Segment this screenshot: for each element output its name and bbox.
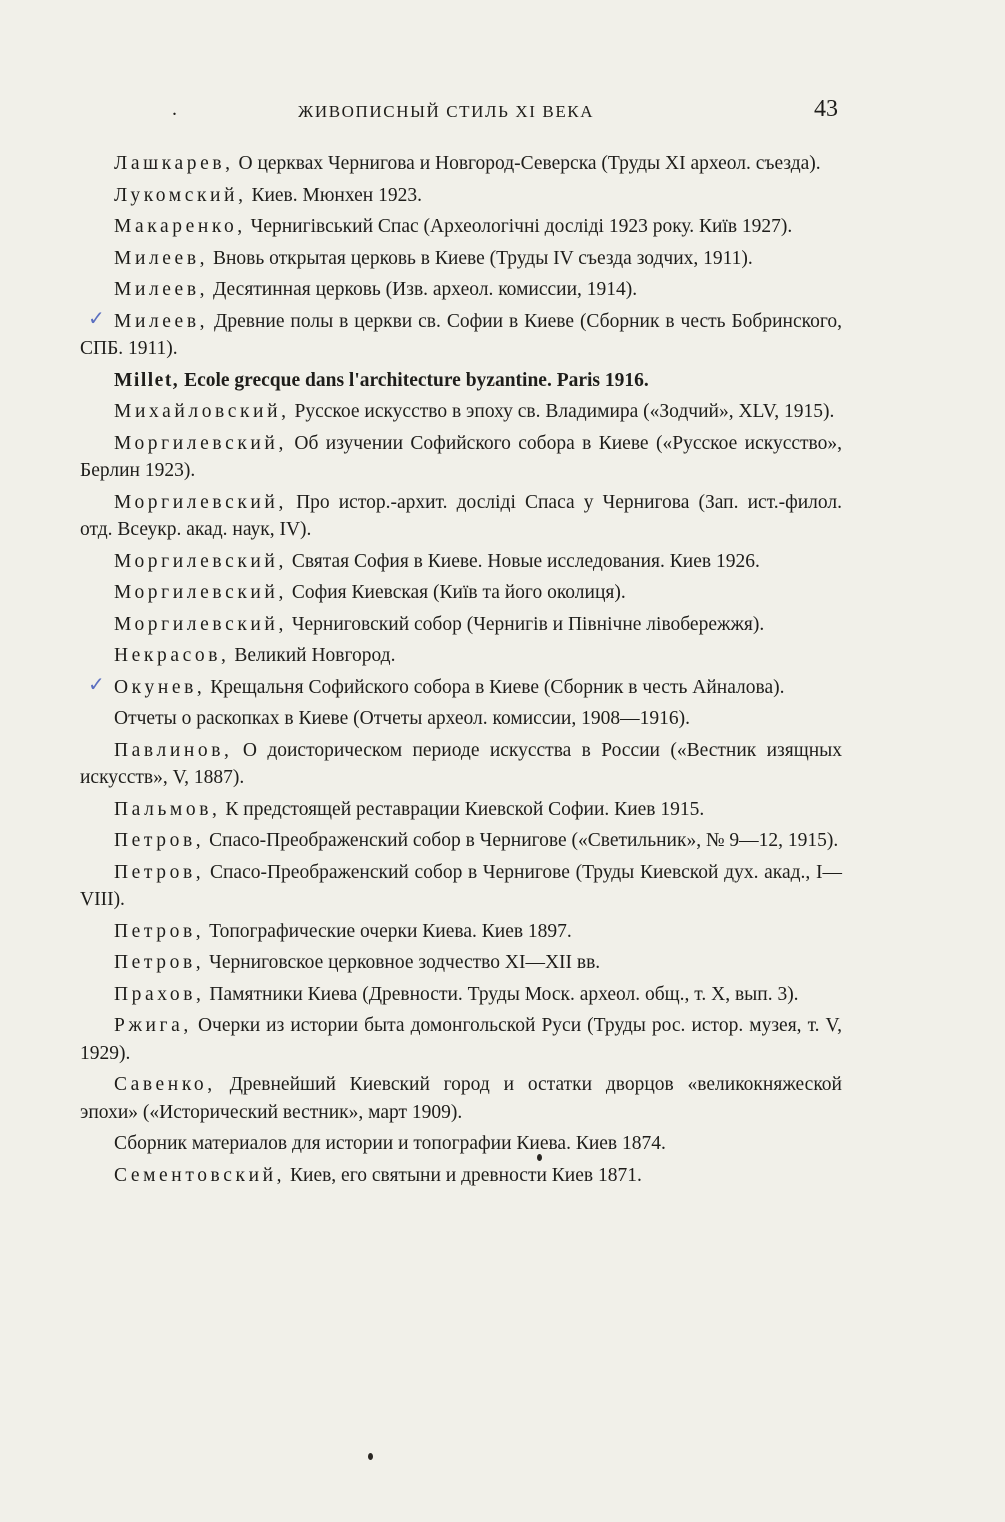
ink-speck <box>537 1154 542 1161</box>
entry-title: Киев, его святыни и древности Киев 1871. <box>290 1164 642 1186</box>
bibliography-entry <box>80 737 842 792</box>
entry-title: Древние полы в церкви св. Софии в Киеве (Сборник в честь Бобринского, СПБ. 1911). <box>80 310 842 359</box>
entry-author: Пальмов, <box>114 798 221 820</box>
entry-title: О доисторическом периоде искусства в России («Вестник изящных искусств», V, 1887). <box>80 739 843 788</box>
entry-author: Макаренко, <box>114 216 246 237</box>
entry-title: Черниговское церковное зодчество XI—XII вв. <box>209 952 601 973</box>
entry-title: Чернигівський Спас (Археологічні досліді 1923 року. Київ 1927). <box>250 216 793 237</box>
entry-author: Моргилевский, <box>114 432 287 454</box>
entry-author: Павлинов, <box>114 739 233 761</box>
bibliography-list <box>80 150 842 1193</box>
page-header <box>0 96 1005 126</box>
pencil-checkmark-icon: ✓ <box>88 307 105 330</box>
entry-author: Моргилевский, <box>114 550 287 572</box>
page-number: 43 <box>814 96 838 122</box>
bibliography-entry <box>80 981 842 1009</box>
entry-title: Спасо-Преображенский собор в Чернигове (Труды Киевской дух. акад., I—VIII). <box>80 861 842 910</box>
bibliography-entry <box>80 1012 842 1067</box>
entry-title: Крещальня Софийского собора в Киеве (Сборник в честь Айналова). <box>210 676 785 698</box>
entry-author: Петров, <box>114 920 205 942</box>
entry-author: Моргилевский, <box>114 491 287 513</box>
bibliography-entry <box>80 1071 842 1126</box>
entry-title: Сборник материалов для истории и топографии Киева. Киев 1874. <box>114 1133 666 1154</box>
entry-author: Некрасов, <box>114 645 230 666</box>
entry-title: Черниговский собор (Чернигів и Північне лівобережжя). <box>291 613 765 635</box>
entry-title: Великий Новгород. <box>234 645 396 666</box>
entry-title: София Киевская (Київ та його околиця). <box>291 582 626 603</box>
entry-title: Святая София в Киеве. Новые исследования. Киев 1926. <box>291 550 760 572</box>
bibliography-entry <box>80 489 842 544</box>
bibliography-entry <box>80 1162 842 1190</box>
entry-author: Петров, <box>114 830 205 851</box>
bibliography-entry <box>80 182 842 210</box>
ink-speck <box>368 1453 373 1460</box>
entry-author: Савенко, <box>114 1074 216 1095</box>
entry-title: Древнейший Киевский город и остатки дворцов «великокняжеской эпохи» («Исторический вестник», март 1909). <box>80 1074 842 1123</box>
entry-author: Прахов, <box>114 983 205 1005</box>
bibliography-entry <box>80 150 842 178</box>
bibliography-entry <box>80 1130 842 1158</box>
entry-author: Моргилевский, <box>114 613 287 635</box>
entry-title: К предстоящей реставрации Киевской Софии. Киев 1915. <box>225 798 705 820</box>
pencil-checkmark-icon: ✓ <box>88 673 105 696</box>
entry-author: Петров, <box>114 861 205 883</box>
entry-title: Десятинная церковь (Изв. археол. комиссии, 1914). <box>212 279 638 300</box>
entry-title: Вновь открытая церковь в Киеве (Труды IV съезда зодчих, 1911). <box>212 247 753 269</box>
bibliography-entry <box>80 827 842 855</box>
entry-title: Киев. Мюнхен 1923. <box>251 184 422 206</box>
entry-author: Окунев, <box>114 676 206 698</box>
entry-title: Топографические очерки Киева. Киев 1897. <box>209 920 572 942</box>
bibliography-entry <box>80 859 842 914</box>
entry-author: Millet, <box>114 369 180 391</box>
entry-title: Об изучении Софийского собора в Киеве («Русское искусство», Берлин 1923). <box>80 432 842 481</box>
entry-title: Спасо-Преображенский собор в Чернигове («Светильник», № 9—12, 1915). <box>209 830 839 851</box>
bibliography-entry <box>80 398 842 426</box>
running-title: ЖИВОПИСНЫЙ СТИЛЬ XI ВЕКА <box>298 102 595 121</box>
entry-author: Моргилевский, <box>114 582 287 603</box>
entry-author: Милеев, <box>114 247 209 269</box>
bibliography-entry <box>80 430 842 485</box>
entry-author: Милеев, <box>114 279 209 300</box>
entry-author: Ржига, <box>114 1015 192 1036</box>
bibliography-entry <box>80 796 842 824</box>
entry-title: Про истор.-архит. досліді Спаса у Чернигова (Зап. ист.-филол. отд. Всеукр. акад. наук, IV). <box>80 491 842 540</box>
entry-author: Лашкарев, <box>114 153 234 174</box>
bibliography-entry <box>80 918 842 946</box>
entry-author: Михайловский, <box>114 401 290 422</box>
entry-title: Очерки из истории быта домонгольской Руси (Труды рос. истор. музея, т. V, 1929). <box>80 1015 842 1064</box>
entry-author: Петров, <box>114 952 205 973</box>
entry-title: Русское искусство в эпоху св. Владимира («Зодчий», XLV, 1915). <box>294 401 835 422</box>
bibliography-entry <box>80 949 842 977</box>
bibliography-entry <box>80 611 842 639</box>
bibliography-entry <box>80 213 842 241</box>
bibliography-entry <box>80 245 842 273</box>
bibliography-entry <box>80 548 842 576</box>
bibliography-entry <box>80 308 842 363</box>
entry-title: Ecole grecque dans l'architecture byzantine. Paris 1916. <box>184 369 649 391</box>
entry-title: Памятники Киева (Древности. Труды Моск. археол. общ., т. X, вып. 3). <box>209 983 799 1005</box>
entry-author: Милеев, <box>114 310 209 332</box>
bibliography-entry <box>80 705 842 733</box>
bibliography-entry <box>80 367 842 395</box>
entry-title: О церквах Чернигова и Новгород-Северска (Труды XI археол. съезда). <box>238 153 821 174</box>
bibliography-entry <box>80 674 842 702</box>
bibliography-entry <box>80 642 842 670</box>
entry-title: Отчеты о раскопках в Киеве (Отчеты археол. комиссии, 1908—1916). <box>114 708 690 729</box>
entry-author: Сементовский, <box>114 1164 286 1186</box>
header-dot: . <box>172 98 177 120</box>
bibliography-entry <box>80 579 842 607</box>
entry-author: Лукомский, <box>114 184 247 206</box>
bibliography-entry <box>80 276 842 304</box>
